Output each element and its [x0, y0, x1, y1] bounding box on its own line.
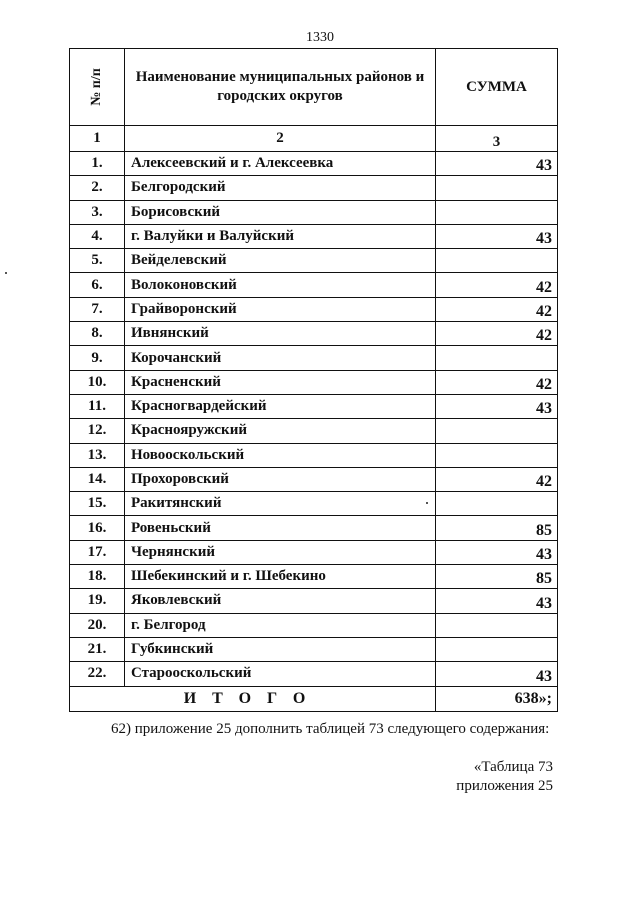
- row-number-cell: 11.: [70, 394, 125, 418]
- amendment-paragraph: 62) приложение 25 дополнить таблицей 73 следующего содержания:: [111, 721, 550, 737]
- row-number-cell: 21.: [70, 637, 125, 661]
- table-row: [70, 589, 558, 613]
- sum-cell: 43: [436, 224, 558, 248]
- total-sum: 638»;: [436, 686, 558, 711]
- district-name-cell: Ивнянский: [125, 322, 436, 346]
- header-name-cell: Наименование муниципальных районов и городских округов: [125, 49, 436, 126]
- table-row: [70, 224, 558, 248]
- row-number-cell: 10.: [70, 370, 125, 394]
- table-row: [70, 540, 558, 564]
- table-reference-appendix: приложения 25: [456, 778, 553, 794]
- row-number-cell: 22.: [70, 662, 125, 686]
- row-number-cell: 15.: [70, 492, 125, 516]
- row-number-cell: 8.: [70, 322, 125, 346]
- table-row: [70, 152, 558, 176]
- header-sum-cell: СУММА: [436, 49, 558, 126]
- district-name-cell: г. Белгород: [125, 613, 436, 637]
- table-row: [70, 297, 558, 321]
- table-row: [70, 394, 558, 418]
- district-name-cell: Шебекинский и г. Шебекино: [125, 565, 436, 589]
- sum-cell: [436, 613, 558, 637]
- table-row: [70, 249, 558, 273]
- header-number-label: № п/п: [89, 68, 104, 106]
- row-number-cell: 20.: [70, 613, 125, 637]
- row-number-cell: 7.: [70, 297, 125, 321]
- table-row: [70, 516, 558, 540]
- row-number-cell: 16.: [70, 516, 125, 540]
- district-name-cell: Борисовский: [125, 200, 436, 224]
- district-name-cell: Краснояружский: [125, 419, 436, 443]
- column-number-2: 2: [125, 126, 436, 152]
- sum-cell: 43: [436, 589, 558, 613]
- row-number-cell: 4.: [70, 224, 125, 248]
- district-name-cell: Корочанский: [125, 346, 436, 370]
- table-row: [70, 467, 558, 491]
- total-label: ИТОГО: [70, 686, 436, 711]
- row-number-cell: 5.: [70, 249, 125, 273]
- row-number-cell: 18.: [70, 565, 125, 589]
- row-number-cell: 19.: [70, 589, 125, 613]
- sum-cell: [436, 249, 558, 273]
- table-header-row: [70, 49, 558, 126]
- table-row: [70, 637, 558, 661]
- sum-cell: 43: [436, 152, 558, 176]
- table-row: [70, 662, 558, 686]
- district-name-cell: Грайворонский: [125, 297, 436, 321]
- column-number-1: 1: [70, 126, 125, 152]
- district-name-cell: Красногвардейский: [125, 394, 436, 418]
- table-row: [70, 346, 558, 370]
- sum-cell: 42: [436, 322, 558, 346]
- page-number: 1330: [306, 30, 334, 45]
- sum-cell: 42: [436, 370, 558, 394]
- district-name-cell: Ракитянский: [125, 492, 436, 516]
- table-row: [70, 176, 558, 200]
- sum-cell: 43: [436, 662, 558, 686]
- sum-cell: 42: [436, 273, 558, 297]
- table-reference-title: «Таблица 73: [473, 759, 553, 775]
- district-name-cell: Прохоровский: [125, 467, 436, 491]
- row-number-cell: 17.: [70, 540, 125, 564]
- district-name-cell: Губкинский: [125, 637, 436, 661]
- table-row: [70, 322, 558, 346]
- column-number-row: [70, 126, 558, 152]
- table-row: [70, 419, 558, 443]
- district-name-cell: Волоконовский: [125, 273, 436, 297]
- sum-cell: [436, 200, 558, 224]
- sum-cell: 42: [436, 467, 558, 491]
- table-row: [70, 613, 558, 637]
- district-name-cell: Алексеевский и г. Алексеевка: [125, 152, 436, 176]
- row-number-cell: 14.: [70, 467, 125, 491]
- row-number-cell: 12.: [70, 419, 125, 443]
- sum-cell: 42: [436, 297, 558, 321]
- district-name-cell: Яковлевский: [125, 589, 436, 613]
- row-number-cell: 1.: [70, 152, 125, 176]
- total-row: [70, 686, 558, 711]
- sum-cell: 43: [436, 540, 558, 564]
- header-number-cell: [70, 49, 125, 126]
- scan-speck: [5, 272, 7, 274]
- sum-cell: 85: [436, 516, 558, 540]
- table-row: [70, 200, 558, 224]
- row-number-cell: 6.: [70, 273, 125, 297]
- row-number-cell: 13.: [70, 443, 125, 467]
- district-name-cell: Ровеньский: [125, 516, 436, 540]
- sum-cell: [436, 346, 558, 370]
- row-number-cell: 9.: [70, 346, 125, 370]
- district-name-cell: Старооскольский: [125, 662, 436, 686]
- sum-cell: [436, 492, 558, 516]
- district-name-cell: Белгородский: [125, 176, 436, 200]
- district-name-cell: Красненский: [125, 370, 436, 394]
- table-row: [70, 273, 558, 297]
- table-row: [70, 443, 558, 467]
- column-number-3: 3: [436, 126, 558, 152]
- allocation-table: [69, 48, 558, 712]
- table-row: [70, 370, 558, 394]
- scan-speck: [426, 502, 428, 504]
- sum-cell: [436, 419, 558, 443]
- sum-cell: [436, 637, 558, 661]
- sum-cell: 85: [436, 565, 558, 589]
- district-name-cell: Чернянский: [125, 540, 436, 564]
- district-name-cell: Новооскольский: [125, 443, 436, 467]
- district-name-cell: Вейделевский: [125, 249, 436, 273]
- row-number-cell: 2.: [70, 176, 125, 200]
- table-row: [70, 565, 558, 589]
- sum-cell: [436, 176, 558, 200]
- district-name-cell: г. Валуйки и Валуйский: [125, 224, 436, 248]
- sum-cell: 43: [436, 394, 558, 418]
- table-row: [70, 492, 558, 516]
- sum-cell: [436, 443, 558, 467]
- row-number-cell: 3.: [70, 200, 125, 224]
